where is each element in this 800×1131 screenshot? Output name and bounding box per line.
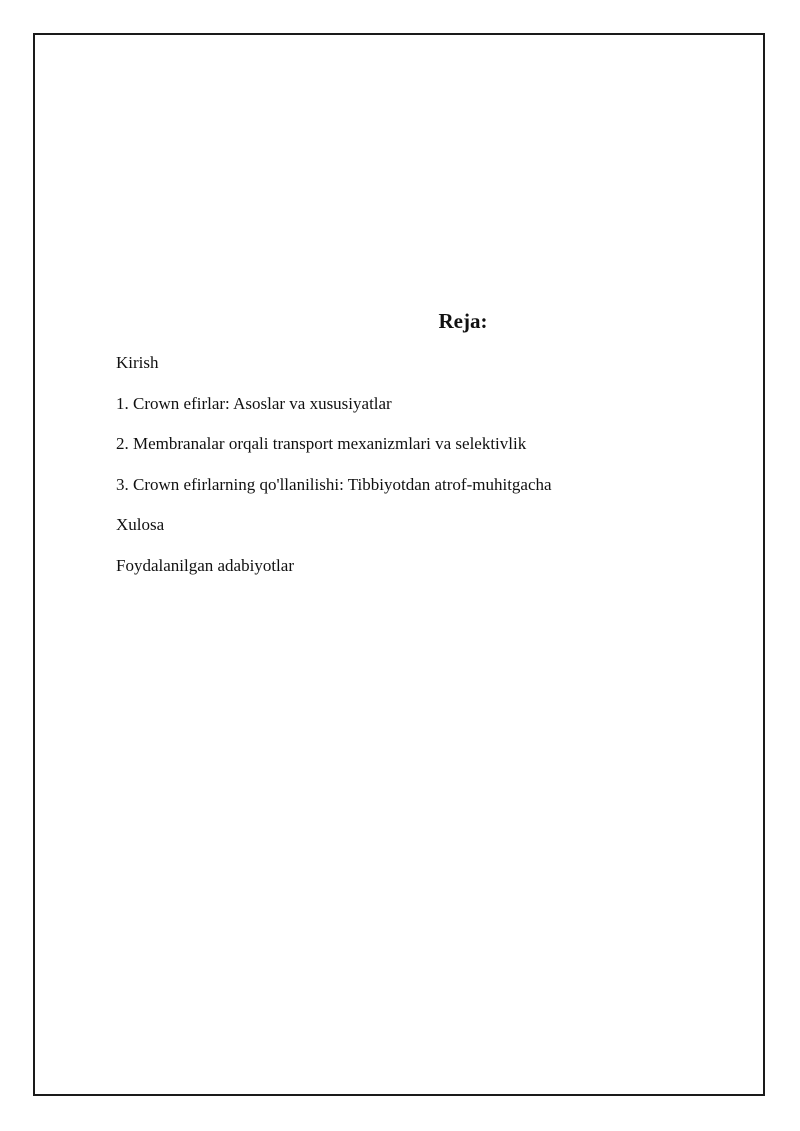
toc-item-chapter-2: 2. Membranalar orqali transport mexanizmlari va selektivlik bbox=[116, 434, 527, 454]
toc-item-chapter-3: 3. Crown efirlarning qo'llanilishi: Tibbiyotdan atrof-muhitgacha bbox=[116, 474, 552, 494]
document-page bbox=[33, 33, 765, 1096]
page-title: Reja: bbox=[438, 309, 488, 333]
toc-item-chapter-1: 1. Crown efirlar: Asoslar va xususiyatlar bbox=[116, 393, 392, 413]
toc-item-references: Foydalanilgan adabiyotlar bbox=[116, 555, 294, 575]
toc-item-introduction: Kirish bbox=[116, 353, 159, 372]
table-of-contents bbox=[116, 353, 552, 597]
toc-item-conclusion: Xulosa bbox=[116, 515, 165, 535]
